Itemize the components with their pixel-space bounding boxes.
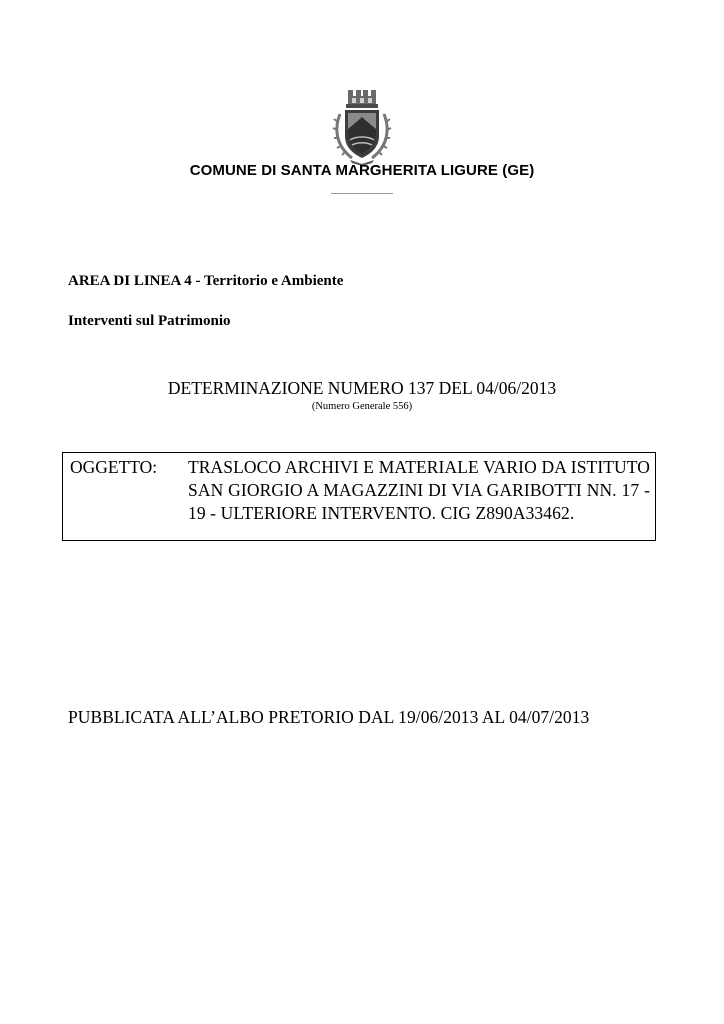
oggetto-box — [62, 452, 656, 541]
municipal-crest-icon — [332, 84, 392, 166]
pubblicazione-albo: PUBBLICATA ALL’ALBO PRETORIO DAL 19/06/2013 AL 04/07/2013 — [68, 707, 590, 727]
ufficio-heading: Interventi sul Patrimonio — [68, 313, 231, 329]
heading-divider — [331, 193, 393, 194]
oggetto-text: TRASLOCO ARCHIVI E MATERIALE VARIO DA ISTITUTO SAN GIORGIO A MAGAZZINI DI VIA GARIBOTTI NN. 17 - 19 - ULTERIORE INTERVENTO. CIG Z890A33462. — [188, 457, 650, 523]
area-di-linea: AREA DI LINEA 4 - Territorio e Ambiente — [68, 273, 344, 289]
oggetto-label: OGGETTO: — [70, 457, 158, 477]
comune-heading: COMUNE DI SANTA MARGHERITA LIGURE (GE) — [189, 162, 535, 179]
determinazione-subtitle: (Numero Generale 556) — [311, 401, 413, 412]
determinazione-title: DETERMINAZIONE NUMERO 137 DEL 04/06/2013 — [167, 378, 557, 398]
